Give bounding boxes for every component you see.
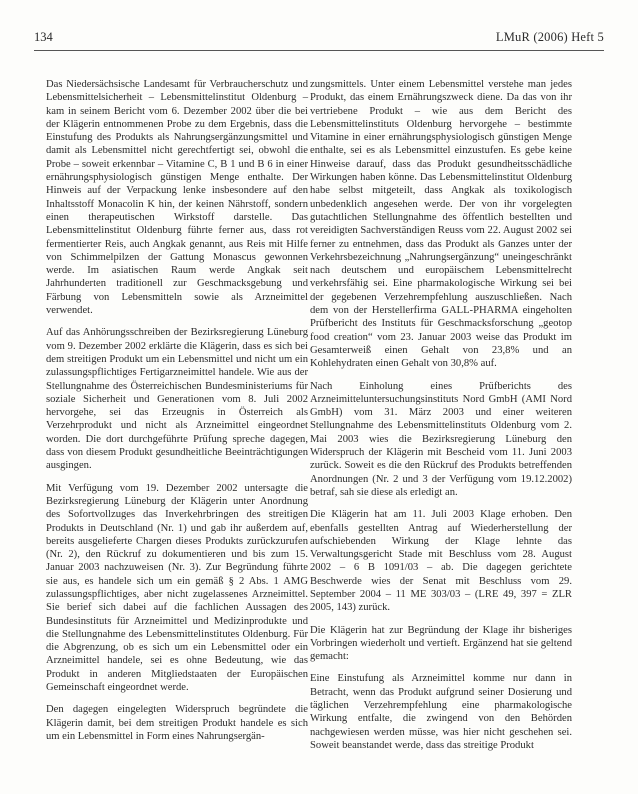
header-rule (34, 50, 604, 51)
journal-reference: LMuR (2006) Heft 5 (495, 30, 604, 44)
paragraph: Eine Einstufung als Arzneimittel komme nur dann in Betracht, wenn das Produkt aufgrund seiner Dosierung und täglichen Verzehrempfehlung eine pharmakologische Wirkung entfalte, die zwingend von den Behörden nachgewiesen werden müsse, was hier nicht geschehen sei. Soweit beanstandet werde, dass das streitige Produkt (310, 673, 572, 751)
page-number: 134 (34, 30, 53, 44)
paragraph: Das Niedersächsische Landesamt für Verbraucherschutz und Lebensmittelsicherheit – Lebensmittelinstitut Oldenburg – kam in seinem Bericht vom 6. Dezember 2002 über die bei der Klägerin entnommenen Probe zu dem Ergebnis, dass die Einstufung des Produkts als Nahrungsergänzungsmittel und damit als Lebensmittel nicht gerechtfertigt sei, obwohl die Probe – soweit erkennbar – Vitamine C, B 1 und B 6 in einer ernährungsphysiologisch günstigen Menge enthalte. Der Hinweis auf der Verpackung lenke insbesondere auf den Inhaltsstoff Monacolin K hin, der keinen Nährstoff, sondern einen therapeutischen Wirkstoff darstelle. Das Lebensmittelinstitut Oldenburg führte ferner aus, dass rot fermentierter Reis, auch Angkak genannt, aus Reis mit Hilfe von Schimmelpilzen der Gattung Monascus gewonnen werde. Im asiatischen Raum werde Angkak seit Jahrhunderten traditionell zur Geschmacksgebung und Färbung von Lebensmitteln sowie als Arzneimittel verwendet. (46, 79, 308, 317)
paragraph: zungsmittels. Unter einem Lebensmittel verstehe man jedes Produkt, das einem Ernährungszweck diene. Da das von ihr vertriebene Produkt – wie aus dem Bericht des Lebensmittelinstituts Oldenburg hervorgehe – bestimmte Vitamine in einer ernährungsphysiologisch günstigen Menge enthalte, sei es als Lebensmittel einzustufen. Es gebe keine Hinweise darauf, dass das Produkt gesundheitsschädliche Wirkungen haben könne. Das Lebensmittelinstitut Oldenburg habe selbst mitgeteilt, dass Angkak als toxikologisch unbedenklich angesehen werde. Der von ihr vorgelegten gutachtlichen Stellungnahme des öffentlich bestellten und vereidigten Sachverständigen Reuss vom 22. August 2002 sei ferner zu entnehmen, dass das Produkt als Ganzes unter der Verkehrsbezeichnung „Nahrungsergänzung“ uneingeschränkt nach deutschem und europäischem Lebensmittelrecht verkehrsfähig sei. Eine pharmakologische Wirkung sei bei der gegebenen Verzehrempfehlung auszuschließen. Nach dem von der Herstellerfirma GALL-PHARMA eingeholten Prüfbericht des Instituts für Geschmacksforschung „geotop food creation“ vom 23. Januar 2003 weise das Produkt im Gesamterweiß einen Gehalt von 23,8% und an Kohlehydraten einen Gehalt von 30,8% auf. (310, 79, 572, 370)
paragraph: Nach Einholung eines Prüfberichts des Arzneimitteluntersuchungsinstituts Nord GmbH (AMI Nord GmbH) vom 31. März 2003 und einer weiteren Stellungnahme des Lebensmittelinstituts Oldenburg vom 2. Mai 2003 wies die Bezirksregierung Lüneburg den Widerspruch der Klägerin mit Bescheid vom 11. Juni 2003 zurück. Soweit es die den Rückruf des Produkts betreffenden Anordnungen (Nr. 2 und 3 der Verfügung vom 19.12.2002) betraf, sah sie diese als erledigt an. (310, 380, 572, 498)
paragraph: Die Klägerin hat am 11. Juli 2003 Klage erhoben. Den ebenfalls gestellten Antrag auf Wiederherstellung der aufschiebenden Wirkung der Klage lehnte das Verwaltungsgericht Stade mit Beschluss vom 28. August 2002 – 6 B 1091/03 – ab. Die dagegen gerichtete Beschwerde wies der Senat mit Beschluss vom 29. September 2004 – 11 ME 303/03 – (LRE 49, 397 = ZLR 2005, 143) zurück. (310, 509, 572, 614)
right-column (310, 78, 572, 761)
paragraph: Auf das Anhörungsschreiben der Bezirksregierung Lüneburg vom 9. Dezember 2002 erklärte die Klägerin, dass es sich bei dem streitigen Produkt um ein Lebensmittel und nicht um ein zulassungspflichtiges Fertigarzneimittel handele. Wie aus der Stellungnahme des Österreichischen Bundesministeriums für soziale Sicherheit und Generationen vom 8. Juli 2002 hervorgehe, sei das Erzeugnis in Österreich als Verzehrprodukt und nicht als Arzneimittel eingeordnet worden. Die dort durchgeführte Prüfung spreche dagegen, dass von diesem Produkt gesundheitliche Beeinträchtigungen ausgingen. (46, 327, 308, 472)
paragraph: Den dagegen eingelegten Widerspruch begründete die Klägerin damit, bei dem streitigen Produkt handele es sich um ein Lebensmittel in Form eines Nahrungsergän- (46, 704, 308, 742)
paragraph: Die Klägerin hat zur Begründung der Klage ihr bisheriges Vorbringen wiederholt und vertieft. Ergänzend hat sie geltend gemacht: (310, 624, 572, 663)
paragraph: Mit Verfügung vom 19. Dezember 2002 untersagte die Bezirksregierung Lüneburg der Klägerin unter Anordnung des Sofortvollzuges das Inverkehrbringen des streitigen Produkts in Deutschland (Nr. 1) und gab ihr außerdem auf, bereits ausgelieferte Chargen dieses Produkts zurückzurufen (Nr. 2), den Rückruf zu dokumentieren und bis zum 15. Januar 2003 nachzuweisen (Nr. 3). Zur Begründung führte sie aus, es handele sich um ein gemäß § 2 Abs. 1 AMG zulassungspflichtiges, aber nicht zugelassenes Arzneimittel. Sie berief sich dabei auf die fachlichen Aussagen des Bundesinstituts für Arzneimittel und Medizinprodukte und die Stellungnahme des Lebensmittelinstitutes Oldenburg. Für die Abgrenzung, ob es sich um ein Lebensmittel oder ein Arzneimittel handele, sei es ohne Bedeutung, wie das Produkt in anderen Mitgliedstaaten der Europäischen Gemeinschaft eingeordnet werde. (46, 482, 308, 694)
left-column (46, 78, 308, 752)
page-header (34, 30, 604, 50)
